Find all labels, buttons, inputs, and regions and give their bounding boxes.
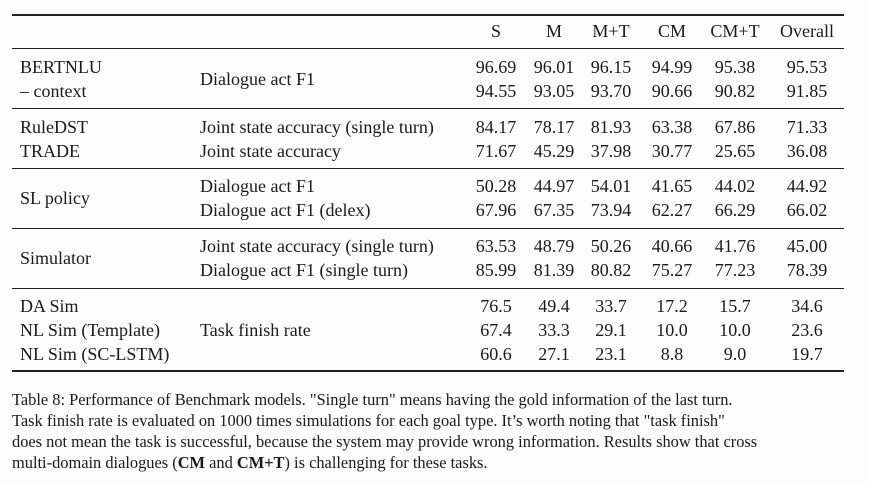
model-nl-sim-sc-lstm: NL Sim (SC-LSTM) [20, 344, 170, 364]
value-cell: 67.96 [475, 200, 517, 220]
value-cell: 71.33 [786, 117, 828, 137]
value-cell: 10.0 [719, 320, 751, 340]
value-cell: 75.27 [651, 260, 693, 280]
value-cell: 49.4 [538, 296, 570, 316]
value-cell: 91.85 [786, 81, 828, 101]
value-cell: 33.3 [538, 320, 570, 340]
value-cell: 73.94 [590, 200, 632, 220]
value-cell: 15.7 [719, 296, 751, 316]
value-cell: 95.53 [786, 57, 828, 77]
value-cell: 66.02 [786, 200, 828, 220]
value-cell: 67.4 [480, 320, 512, 340]
table-bottom-rule [12, 370, 844, 372]
value-cell: 30.77 [651, 141, 693, 161]
value-cell: 41.65 [651, 176, 693, 196]
value-cell: 44.92 [786, 176, 828, 196]
col-header-cm-t: CM+T [710, 21, 760, 41]
value-cell: 27.1 [538, 344, 570, 364]
value-cell: 10.0 [656, 320, 688, 340]
value-cell: 93.70 [590, 81, 632, 101]
value-cell: 17.2 [656, 296, 688, 316]
model-da-sim: DA Sim [20, 296, 79, 316]
value-cell: 37.98 [590, 141, 632, 161]
metric-dialogue-act-f1-delex: Dialogue act F1 (delex) [200, 200, 371, 220]
metric-dialogue-act-f1: Dialogue act F1 [200, 69, 315, 89]
value-cell: 95.38 [714, 57, 756, 77]
group-rule [12, 168, 844, 169]
value-cell: 90.66 [651, 81, 693, 101]
value-cell: 44.02 [714, 176, 756, 196]
model-bertnlu: BERTNLU [20, 57, 102, 77]
col-header-overall: Overall [780, 21, 834, 41]
value-cell: 96.01 [533, 57, 575, 77]
value-cell: 78.17 [533, 117, 575, 137]
model-trade: TRADE [20, 141, 80, 161]
metric-dialogue-act-f1-single: Dialogue act F1 (single turn) [200, 260, 408, 280]
caption-text: multi-domain dialogues ( [12, 453, 178, 472]
value-cell: 94.99 [651, 57, 693, 77]
metric-joint-state-accuracy-single: Joint state accuracy (single turn) [200, 236, 434, 256]
value-cell: 84.17 [475, 117, 517, 137]
value-cell: 81.93 [590, 117, 632, 137]
value-cell: 63.38 [651, 117, 693, 137]
value-cell: 63.53 [475, 236, 517, 256]
col-header-cm: CM [657, 21, 686, 41]
value-cell: 33.7 [595, 296, 627, 316]
value-cell: 77.23 [714, 260, 756, 280]
value-cell: 50.28 [475, 176, 517, 196]
model-sl-policy: SL policy [20, 188, 90, 208]
group-rule [12, 288, 844, 289]
caption-line: Table 8: Performance of Benchmark models. "Single turn" means having the gold information of the last turn. [12, 390, 733, 409]
model-ruledst: RuleDST [20, 117, 89, 137]
caption-line: Task finish rate is evaluated on 1000 times simulations for each goal type. It’s worth noting that "task finish" [12, 411, 725, 430]
model-context: – context [20, 81, 87, 101]
value-cell: 41.76 [714, 236, 756, 256]
value-cell: 96.69 [475, 57, 517, 77]
value-cell: 23.6 [791, 320, 823, 340]
value-cell: 25.65 [714, 141, 756, 161]
header-rule [12, 48, 844, 49]
value-cell: 9.0 [723, 344, 747, 364]
value-cell: 54.01 [590, 176, 632, 196]
value-cell: 48.79 [533, 236, 575, 256]
value-cell: 34.6 [791, 296, 823, 316]
caption-line: does not mean the task is successful, because the system may provide wrong information. Results show that cross [12, 432, 758, 451]
value-cell: 23.1 [595, 344, 627, 364]
metric-dialogue-act-f1: Dialogue act F1 [200, 176, 315, 196]
model-nl-sim-template: NL Sim (Template) [20, 320, 161, 340]
metric-joint-state-accuracy-single: Joint state accuracy (single turn) [200, 117, 434, 137]
model-simulator: Simulator [20, 248, 91, 268]
value-cell: 62.27 [651, 200, 693, 220]
value-cell: 44.97 [533, 176, 575, 196]
col-header-s: S [490, 21, 501, 41]
value-cell: 85.99 [475, 260, 517, 280]
table-caption [12, 389, 852, 473]
value-cell: 19.7 [791, 344, 823, 364]
col-header-m-t: M+T [592, 21, 630, 41]
value-cell: 66.29 [714, 200, 756, 220]
group-rule [12, 228, 844, 229]
caption-bold-cm: CM [177, 453, 206, 472]
value-cell: 50.26 [590, 236, 632, 256]
table-top-rule [12, 14, 844, 16]
value-cell: 96.15 [590, 57, 632, 77]
value-cell: 81.39 [533, 260, 575, 280]
value-cell: 36.08 [786, 141, 828, 161]
metric-task-finish-rate: Task finish rate [200, 320, 311, 340]
value-cell: 8.8 [660, 344, 684, 364]
group-rule [12, 108, 844, 109]
caption-bold-cm-t: CM+T [236, 453, 285, 472]
value-cell: 80.82 [590, 260, 632, 280]
value-cell: 71.67 [475, 141, 517, 161]
caption-text: and [205, 453, 237, 472]
value-cell: 76.5 [480, 296, 512, 316]
value-cell: 78.39 [786, 260, 828, 280]
value-cell: 29.1 [595, 320, 627, 340]
value-cell: 90.82 [714, 81, 756, 101]
value-cell: 40.66 [651, 236, 693, 256]
value-cell: 45.29 [533, 141, 575, 161]
value-cell: 60.6 [480, 344, 512, 364]
value-cell: 45.00 [786, 236, 828, 256]
metric-joint-state-accuracy: Joint state accuracy [200, 141, 341, 161]
caption-line [12, 452, 852, 473]
col-header-m: M [545, 21, 562, 41]
caption-text: ) is challenging for these tasks. [284, 453, 488, 472]
value-cell: 67.86 [714, 117, 756, 137]
value-cell: 93.05 [533, 81, 575, 101]
value-cell: 94.55 [475, 81, 517, 101]
value-cell: 67.35 [533, 200, 575, 220]
